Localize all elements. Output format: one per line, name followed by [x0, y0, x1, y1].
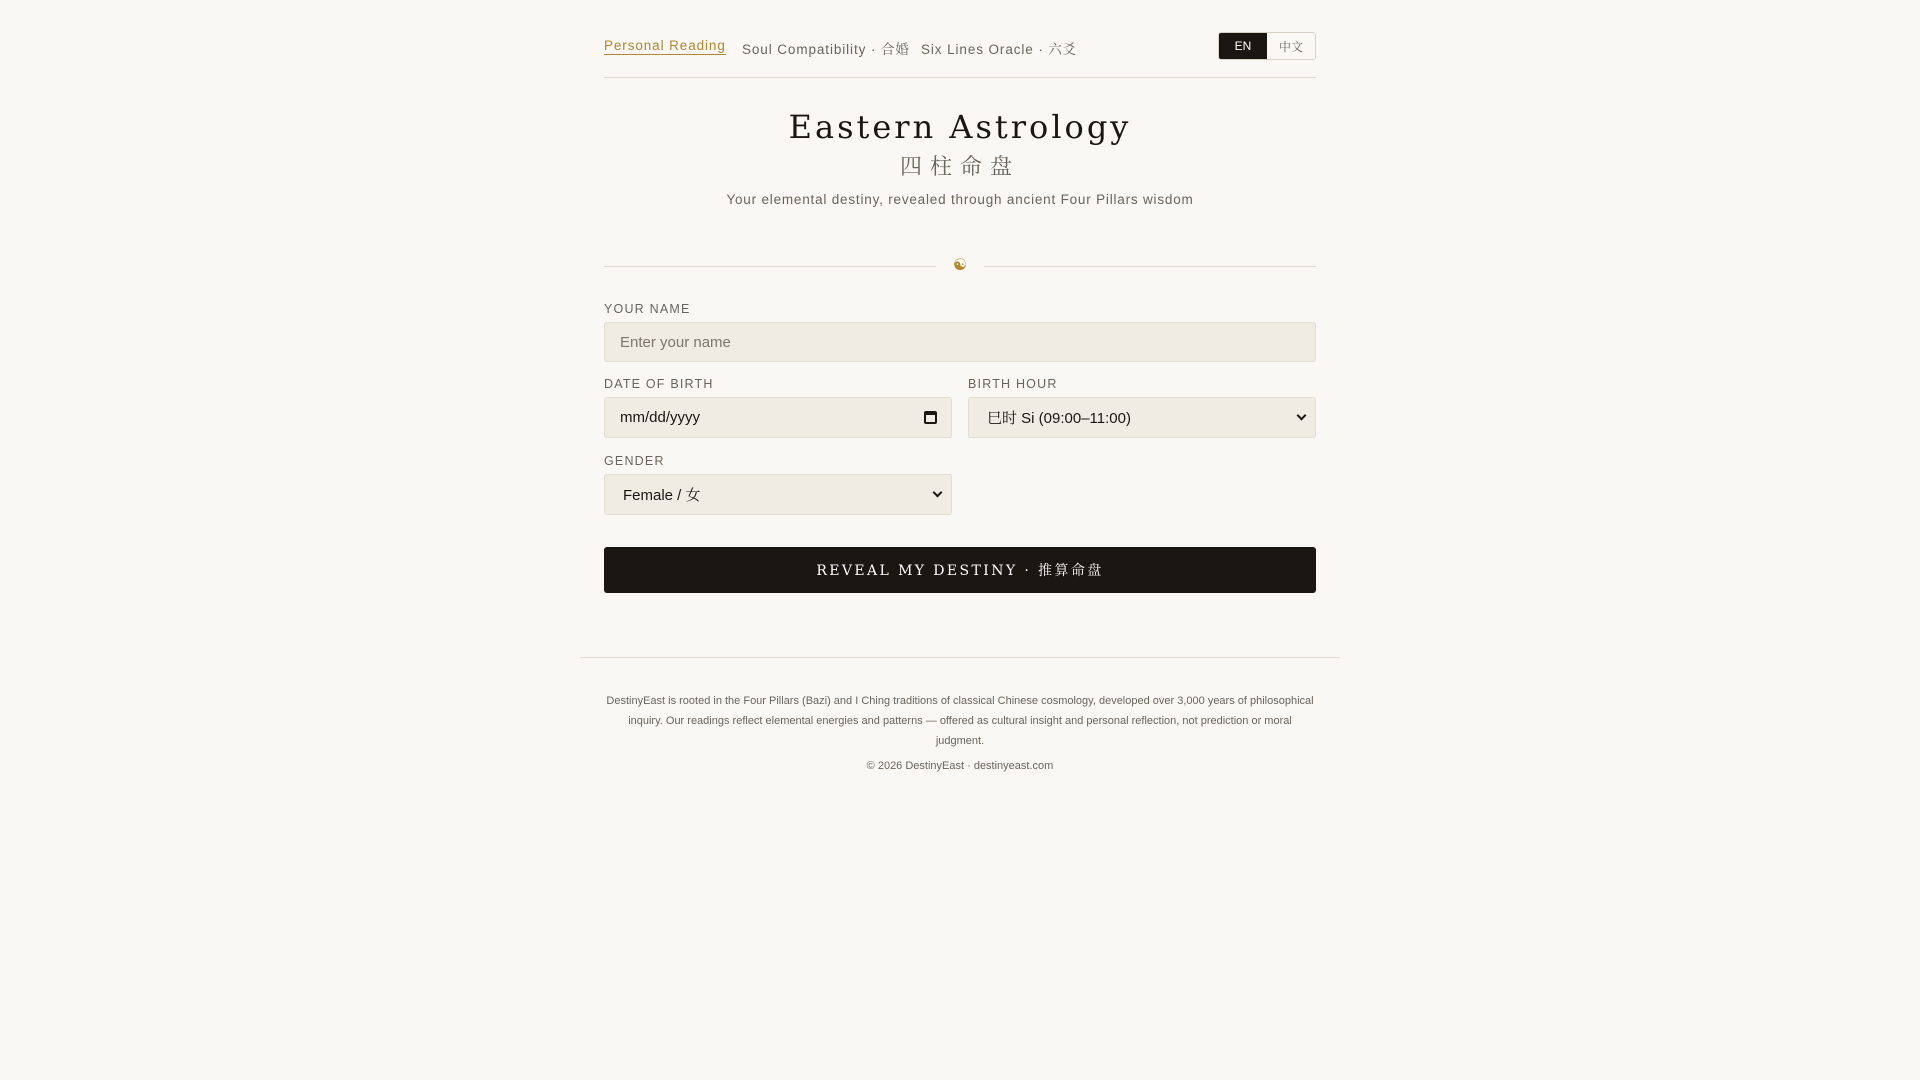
birth-hour-label: BIRTH HOUR	[968, 377, 1058, 391]
lang-en-button[interactable]: EN	[1219, 33, 1267, 59]
nav-soul-compatibility[interactable]: Soul Compatibility · 合婚	[742, 42, 910, 57]
page-title: Eastern Astrology	[788, 108, 1132, 146]
yin-yang-icon: ☯	[952, 257, 968, 274]
gender-select[interactable]	[604, 474, 952, 515]
birth-hour-value: 巳时 Si (09:00–11:00)	[987, 410, 1131, 427]
name-input[interactable]	[604, 322, 1316, 362]
chevron-down-icon	[1297, 411, 1307, 421]
nav-divider	[604, 77, 1316, 78]
calendar-icon[interactable]	[924, 411, 937, 424]
lang-zh-button[interactable]: 中文	[1267, 33, 1315, 59]
footer-copyright: © 2026 DestinyEast · destinyeast.com	[866, 760, 1054, 772]
divider-line-left	[604, 266, 936, 267]
gender-value: Female / 女	[623, 487, 701, 504]
page-tagline: Your elemental destiny, revealed through ancient Four Pillars wisdom	[726, 192, 1194, 207]
language-toggle	[1218, 32, 1316, 60]
date-of-birth-label: DATE OF BIRTH	[604, 377, 714, 391]
top-navigation	[604, 32, 1316, 60]
name-placeholder: Enter your name	[620, 333, 731, 351]
nav-six-lines-oracle[interactable]: Six Lines Oracle · 六爻	[921, 42, 1078, 57]
nav-personal-reading[interactable]: Personal Reading	[604, 38, 726, 53]
name-label: YOUR NAME	[604, 302, 691, 316]
date-of-birth-input[interactable]	[604, 397, 952, 438]
page-subtitle-chinese: 四柱命盘	[899, 155, 1020, 180]
birth-hour-select[interactable]	[968, 397, 1316, 438]
divider-line-right	[984, 266, 1316, 267]
chevron-down-icon	[933, 488, 943, 498]
reveal-destiny-button[interactable]: REVEAL MY DESTINY · 推算命盘	[604, 547, 1316, 593]
date-placeholder: mm/dd/yyyy	[620, 409, 701, 426]
footer-disclaimer: DestinyEast is rooted in the Four Pillars (Bazi) and I Ching traditions of classical Chinese cosmology, developed over 3,000 years of philosophical inquiry. Our readings reflect elemental energies and patterns — offered as cultural insight and personal reflection, not prediction or moral judgment.	[606, 695, 1314, 747]
footer-divider	[580, 657, 1340, 658]
gender-label: GENDER	[604, 454, 665, 468]
